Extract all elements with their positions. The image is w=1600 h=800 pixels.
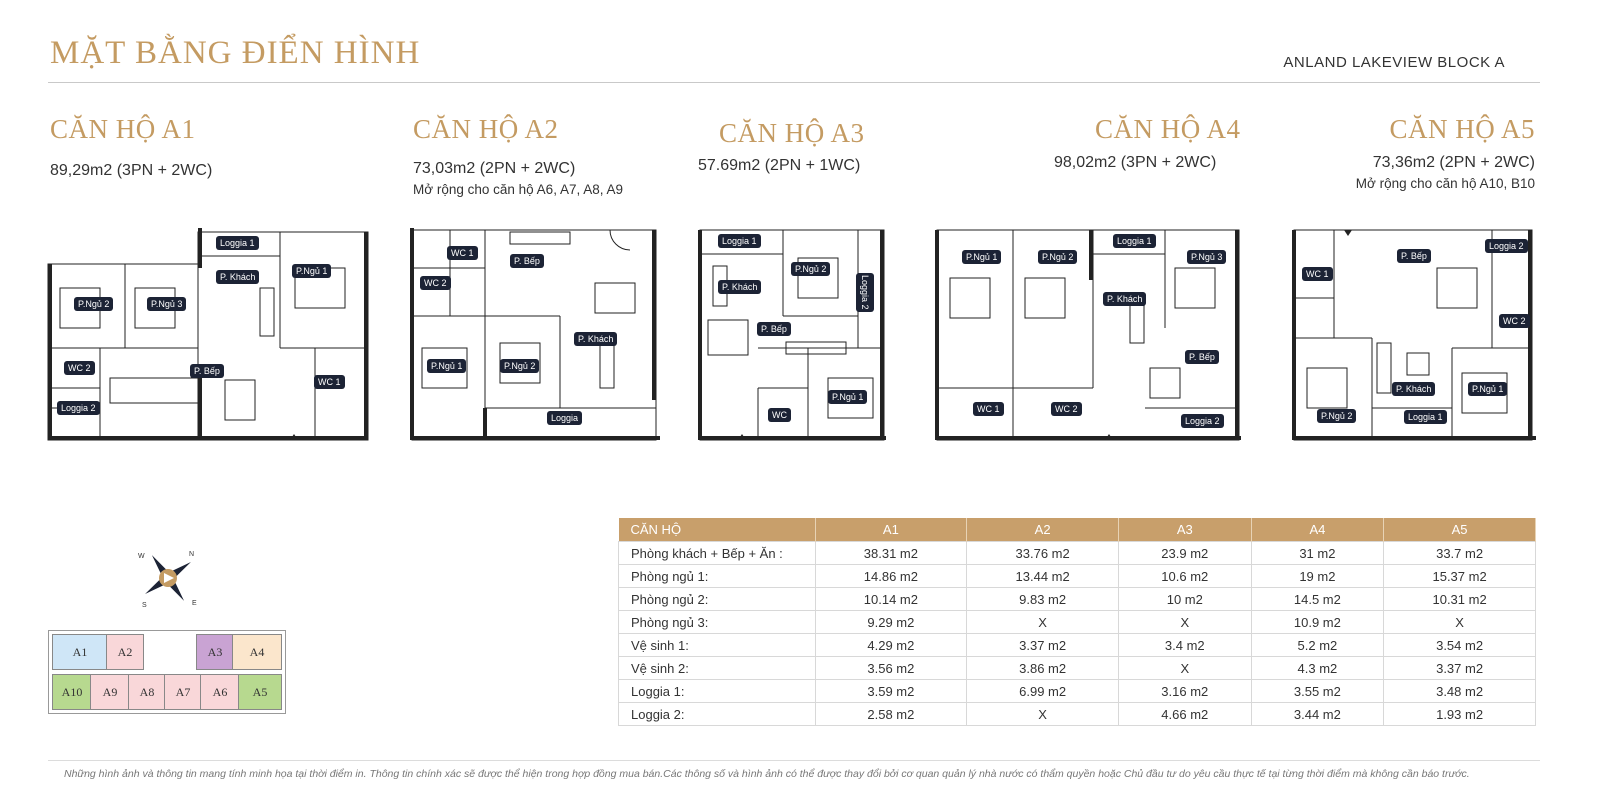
table-cell: X: [967, 611, 1119, 634]
table-cell: 10.9 m2: [1251, 611, 1384, 634]
table-header: CĂN HỘ: [619, 518, 816, 542]
table-cell: X: [1119, 611, 1252, 634]
table-row: [619, 680, 1536, 703]
table-cell: 10.31 m2: [1384, 588, 1536, 611]
table-cell: 33.7 m2: [1384, 542, 1536, 565]
table-cell: 3.48 m2: [1384, 680, 1536, 703]
table-header-row: [619, 518, 1536, 542]
key-cell-a7: A7: [164, 674, 202, 710]
room-label: Loggia: [547, 411, 582, 425]
room-label: WC 2: [1499, 314, 1530, 328]
room-label: Loggia 1: [1404, 410, 1447, 424]
room-label: P.Ngủ 1: [962, 250, 1001, 264]
room-label: P.Ngủ 2: [1317, 409, 1356, 423]
table-cell: 33.76 m2: [967, 542, 1119, 565]
table-header: A1: [815, 518, 967, 542]
key-cell-a4: A4: [232, 634, 282, 670]
table-cell: 1.93 m2: [1384, 703, 1536, 726]
table-row: [619, 542, 1536, 565]
apartment-title-a3: CĂN HỘ A3: [719, 118, 865, 148]
room-label: P. Khách: [216, 270, 259, 284]
apartment-note-a5: Mở rộng cho căn hộ A10, B10: [1355, 176, 1535, 191]
table-cell: 13.44 m2: [967, 565, 1119, 588]
table-cell: 2.58 m2: [815, 703, 967, 726]
compass-n: N: [189, 551, 195, 558]
room-label: P.Ngủ 1: [427, 359, 466, 373]
table-row: [619, 565, 1536, 588]
table-cell: 19 m2: [1251, 565, 1384, 588]
apartment-title-a4: CĂN HỘ A4: [1095, 114, 1241, 144]
table-cell: 10.6 m2: [1119, 565, 1252, 588]
key-cell-a10: A10: [52, 674, 92, 710]
table-cell: X: [967, 703, 1119, 726]
room-label: WC 1: [314, 375, 345, 389]
table-cell: 3.44 m2: [1251, 703, 1384, 726]
table-cell: 4.29 m2: [815, 634, 967, 657]
floor-plan-a1: [40, 228, 372, 446]
key-cell-a2: A2: [106, 634, 144, 670]
room-label: P. Bếp: [510, 254, 544, 268]
table-cell: 3.56 m2: [815, 657, 967, 680]
room-label: P. Bếp: [1185, 350, 1219, 364]
room-label: P.Ngủ 2: [74, 297, 113, 311]
room-label: WC 1: [1302, 267, 1333, 281]
apartment-title-a2: CĂN HỘ A2: [413, 114, 559, 144]
table-cell: 4.66 m2: [1119, 703, 1252, 726]
table-row: [619, 611, 1536, 634]
compass-s: S: [142, 602, 147, 609]
table-row: [619, 657, 1536, 680]
table-cell: Vệ sinh 1:: [619, 634, 816, 657]
room-label: WC 2: [1051, 402, 1082, 416]
table-cell: 3.54 m2: [1384, 634, 1536, 657]
room-label: P. Khách: [718, 280, 761, 294]
room-label: Loggia 2: [856, 273, 874, 312]
room-label: P. Khách: [1103, 292, 1146, 306]
table-cell: 3.55 m2: [1251, 680, 1384, 703]
room-label: P. Bếp: [757, 322, 791, 336]
table-cell: Loggia 1:: [619, 680, 816, 703]
table-cell: 4.3 m2: [1251, 657, 1384, 680]
table-cell: Phòng ngủ 1:: [619, 565, 816, 588]
table-cell: X: [1384, 611, 1536, 634]
room-label: P. Khách: [1392, 382, 1435, 396]
project-name: ANLAND LAKEVIEW BLOCK A: [1283, 54, 1505, 71]
room-label: P.Ngủ 1: [1468, 382, 1507, 396]
compass-w: W: [138, 553, 145, 560]
table-cell: 3.4 m2: [1119, 634, 1252, 657]
room-label: P.Ngủ 2: [500, 359, 539, 373]
apartment-area-a1: 89,29m2 (3PN + 2WC): [50, 162, 213, 179]
table-header: A4: [1251, 518, 1384, 542]
room-label: WC: [768, 408, 791, 422]
area-table: [618, 518, 1536, 726]
room-label: Loggia 2: [57, 401, 100, 415]
apartment-title-a1: CĂN HỘ A1: [50, 114, 196, 144]
table-cell: 3.16 m2: [1119, 680, 1252, 703]
table-cell: Phòng khách + Bếp + Ăn :: [619, 542, 816, 565]
room-label: WC 1: [447, 246, 478, 260]
key-cell-a1: A1: [52, 634, 108, 670]
room-label: P.Ngủ 3: [1187, 250, 1226, 264]
room-label: Loggia 1: [216, 236, 259, 250]
room-label: P.Ngủ 2: [791, 262, 830, 276]
footer-disclaimer: Những hình ảnh và thông tin mang tính minh họa tại thời điểm in. Thông tin chính xác sẽ được thể hiện trong hợp đồng mua bán.Các thông số và hình ảnh có thể được thay đổi bởi cơ quan quản lý nhà nước có thẩm quyền hoặc Chủ đầu tư do yêu cầu thực tế tại từng thời điểm mà không cần báo trước.: [64, 768, 1470, 780]
table-cell: 31 m2: [1251, 542, 1384, 565]
room-label: P. Khách: [574, 332, 617, 346]
room-label: P. Bếp: [190, 364, 224, 378]
header-divider: [48, 82, 1540, 83]
table-header: A5: [1384, 518, 1536, 542]
table-header: A2: [967, 518, 1119, 542]
room-label: WC 2: [64, 361, 95, 375]
apartment-title-a5: CĂN HỘ A5: [1389, 114, 1535, 144]
table-header: A3: [1119, 518, 1252, 542]
key-cell-a5: A5: [238, 674, 282, 710]
room-label: WC 1: [973, 402, 1004, 416]
table-cell: 10.14 m2: [815, 588, 967, 611]
compass-e: E: [192, 600, 197, 607]
page-title: MẶT BẰNG ĐIỂN HÌNH: [50, 35, 421, 71]
table-row: [619, 588, 1536, 611]
table-cell: Phòng ngủ 3:: [619, 611, 816, 634]
table-cell: 3.59 m2: [815, 680, 967, 703]
table-cell: 38.31 m2: [815, 542, 967, 565]
floor-plan-a4: [935, 228, 1241, 446]
apartment-area-a3: 57.69m2 (2PN + 1WC): [698, 157, 861, 174]
table-cell: Phòng ngủ 2:: [619, 588, 816, 611]
room-label: Loggia 2: [1181, 414, 1224, 428]
table-cell: 3.86 m2: [967, 657, 1119, 680]
footer-divider: [48, 760, 1540, 761]
floor-plan-a2: [410, 228, 660, 446]
table-cell: 9.29 m2: [815, 611, 967, 634]
room-label: P.Ngủ 3: [147, 297, 186, 311]
table-row: [619, 634, 1536, 657]
key-cell-a6: A6: [200, 674, 240, 710]
room-label: P.Ngủ 2: [1038, 250, 1077, 264]
key-cell-a3: A3: [196, 634, 234, 670]
table-row: [619, 703, 1536, 726]
table-cell: X: [1119, 657, 1252, 680]
room-label: Loggia 1: [1113, 234, 1156, 248]
apartment-area-a4: 98,02m2 (3PN + 2WC): [1054, 154, 1217, 171]
apartment-note-a2: Mở rộng cho căn hộ A6, A7, A8, A9: [413, 182, 623, 197]
table-cell: 3.37 m2: [1384, 657, 1536, 680]
table-cell: 10 m2: [1119, 588, 1252, 611]
table-cell: 6.99 m2: [967, 680, 1119, 703]
key-cell-a8: A8: [128, 674, 166, 710]
room-label: P.Ngủ 1: [292, 264, 331, 278]
room-label: Loggia 1: [718, 234, 761, 248]
table-cell: Vệ sinh 2:: [619, 657, 816, 680]
table-cell: 14.86 m2: [815, 565, 967, 588]
floor-plan-a3-drawing: [698, 228, 886, 446]
apartment-area-a2: 73,03m2 (2PN + 2WC): [413, 160, 576, 177]
table-cell: 9.83 m2: [967, 588, 1119, 611]
room-label: WC 2: [420, 276, 451, 290]
room-label: P.Ngủ 1: [828, 390, 867, 404]
floor-plan-a3: [698, 228, 886, 446]
table-cell: 14.5 m2: [1251, 588, 1384, 611]
compass-icon: [136, 546, 200, 610]
apartment-area-a5: 73,36m2 (2PN + 2WC): [1372, 154, 1535, 171]
floor-plan-a5: [1292, 228, 1536, 446]
table-cell: 3.37 m2: [967, 634, 1119, 657]
room-label: Loggia 2: [1485, 239, 1528, 253]
table-cell: Loggia 2:: [619, 703, 816, 726]
table-cell: 23.9 m2: [1119, 542, 1252, 565]
key-cell-a9: A9: [90, 674, 130, 710]
table-cell: 15.37 m2: [1384, 565, 1536, 588]
table-cell: 5.2 m2: [1251, 634, 1384, 657]
room-label: P. Bếp: [1397, 249, 1431, 263]
